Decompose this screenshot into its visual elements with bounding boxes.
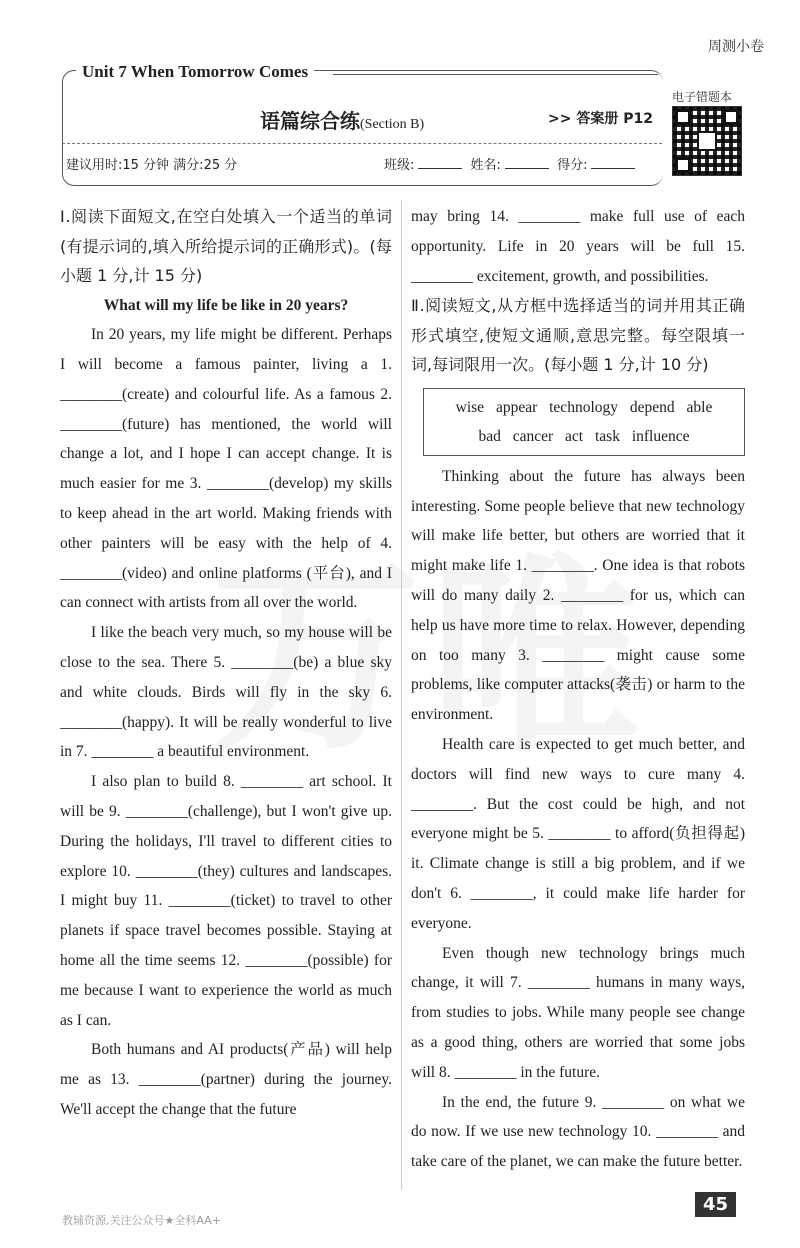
paragraph: Both humans and AI products(产品) will help me as 13. ________(partner) during the journey. We'll accept the change that the future [60,1041,392,1119]
class-label: 班级: [384,158,415,173]
word-option: cancer [512,427,554,445]
section-subtitle: (Section B) [360,117,425,132]
right-column [411,202,745,1177]
word-option: act [565,427,584,445]
name-label: 姓名: [470,158,501,173]
word-option: depend [629,398,675,416]
qr-finder-icon [675,109,691,125]
paragraph: Health care is expected to get much better, and doctors will find new ways to cure many 4. ________. But the cost could be high, and not everyone might be 5. ________ to afford(负担得起) it. Climate change is still a big problem, and if we don't 6. ________, it could make life harder for everyone. [411,736,745,932]
paragraph: In the end, the future 9. ________ on what we do now. If we use new technology 10. ________ and take care of the planet, we can make the future better. [411,1093,745,1171]
paragraph: I also plan to build 8. ________ art school. It will be 9. ________(challenge), but I won't give up. During the holidays, I'll travel to different cities to explore 10. ________(they) cultures and landscapes. I might buy 11. ________(ticket) to travel to other planets if space travel becomes possible. Staying at home all the time seems 12. ________(possible) for me because I want to experience the world as much as I can. [60,773,392,1029]
header-divider [62,143,662,144]
time-info: 建议用时:15 分钟 满分:25 分 [66,158,238,173]
unit-title: Unit 7 When Tomorrow Comes [76,62,314,82]
score-label: 得分: [557,158,588,173]
qr-code-icon[interactable] [672,106,742,176]
paragraph: Even though new technology brings much change, it will 7. ________ humans in many ways, from studies to jobs. While many people see change as a good thing, others are worried that some jobs will 8. ________ in the future. [411,944,745,1081]
paragraph: Thinking about the future has always been interesting. Some people believe that new technology will make life better, but others are worried that it might make life 1. ________. One idea is that robots will do many daily 2. ________ for us, which can help us have more time to relax. However, depending on too many 3. ________ might cause some problems, like computer attacks(袭击) or harm to the environment. [411,467,745,724]
qr-finder-icon [675,157,691,173]
word-box [423,388,745,456]
paragraph: I like the beach very much, so my house will be close to the sea. There 5. ________(be) a blue sky and white clouds. Birds will fly in the sky 6. ________(happy). It will be really wonderful to live in 7. ________ a beautiful environment. [60,624,392,761]
footer-note: 教辅资源,关注公众号★全科AA+ [62,1214,221,1227]
word-option: able [686,398,713,416]
word-option: wise [455,398,485,416]
paragraph-continuation: may bring 14. ________ make full use of each opportunity. Life in 20 years will be full 15. ________ excitement, growth, and possibilities. [411,208,745,285]
tab-label: 周测小卷 [708,39,764,55]
score-field[interactable] [591,156,635,169]
word-box-row [432,393,736,422]
qr-finder-icon [723,109,739,125]
word-box-row [432,422,736,451]
section-title-text: 语篇综合练 [260,109,360,133]
left-column [60,202,392,1125]
paragraph: In 20 years, my life might be different. Perhaps I will become a famous painter, living a 1. ________(create) and colourful life. As a famous 2. ________(future) has mentioned, the world will change a lot, and I hope I can accept change. It is much easier for me 3. ________(develop) my skills to keep ahead in the art world. Making friends with other painters will be easy with the help of 4. ________(video) and online platforms (平台), and I can connect with artists from all over the world. [60,326,392,612]
column-divider [401,200,402,1190]
ebook-label: 电子错题本 [672,90,733,104]
word-option: appear [495,398,538,416]
qr-check-icon [697,131,717,151]
word-option: technology [549,398,618,416]
unit-title-rule [333,74,658,75]
part2-instructions: Ⅱ.阅读短文,从方框中选择适当的词并用其正确形式填空,使短文通顺,意思完整。每空限填一词,每词限用一次。(每小题 1 分,计 10 分) [411,296,745,375]
part1-instructions: Ⅰ.阅读下面短文,在空白处填入一个适当的单词(有提示词的,填入所给提示词的正确形式)。(每小题 1 分,计 15 分) [60,207,392,285]
word-option: task [595,427,620,445]
word-option: influence [631,427,690,445]
passage-title: What will my life be like in 20 years? [103,296,349,314]
student-fields [384,154,639,173]
page-number: 45 [695,1192,736,1217]
word-option: bad [478,427,501,445]
section-title [260,105,424,134]
class-field[interactable] [418,156,462,169]
name-field[interactable] [505,156,549,169]
answer-reference: >> 答案册 P12 [548,111,653,127]
